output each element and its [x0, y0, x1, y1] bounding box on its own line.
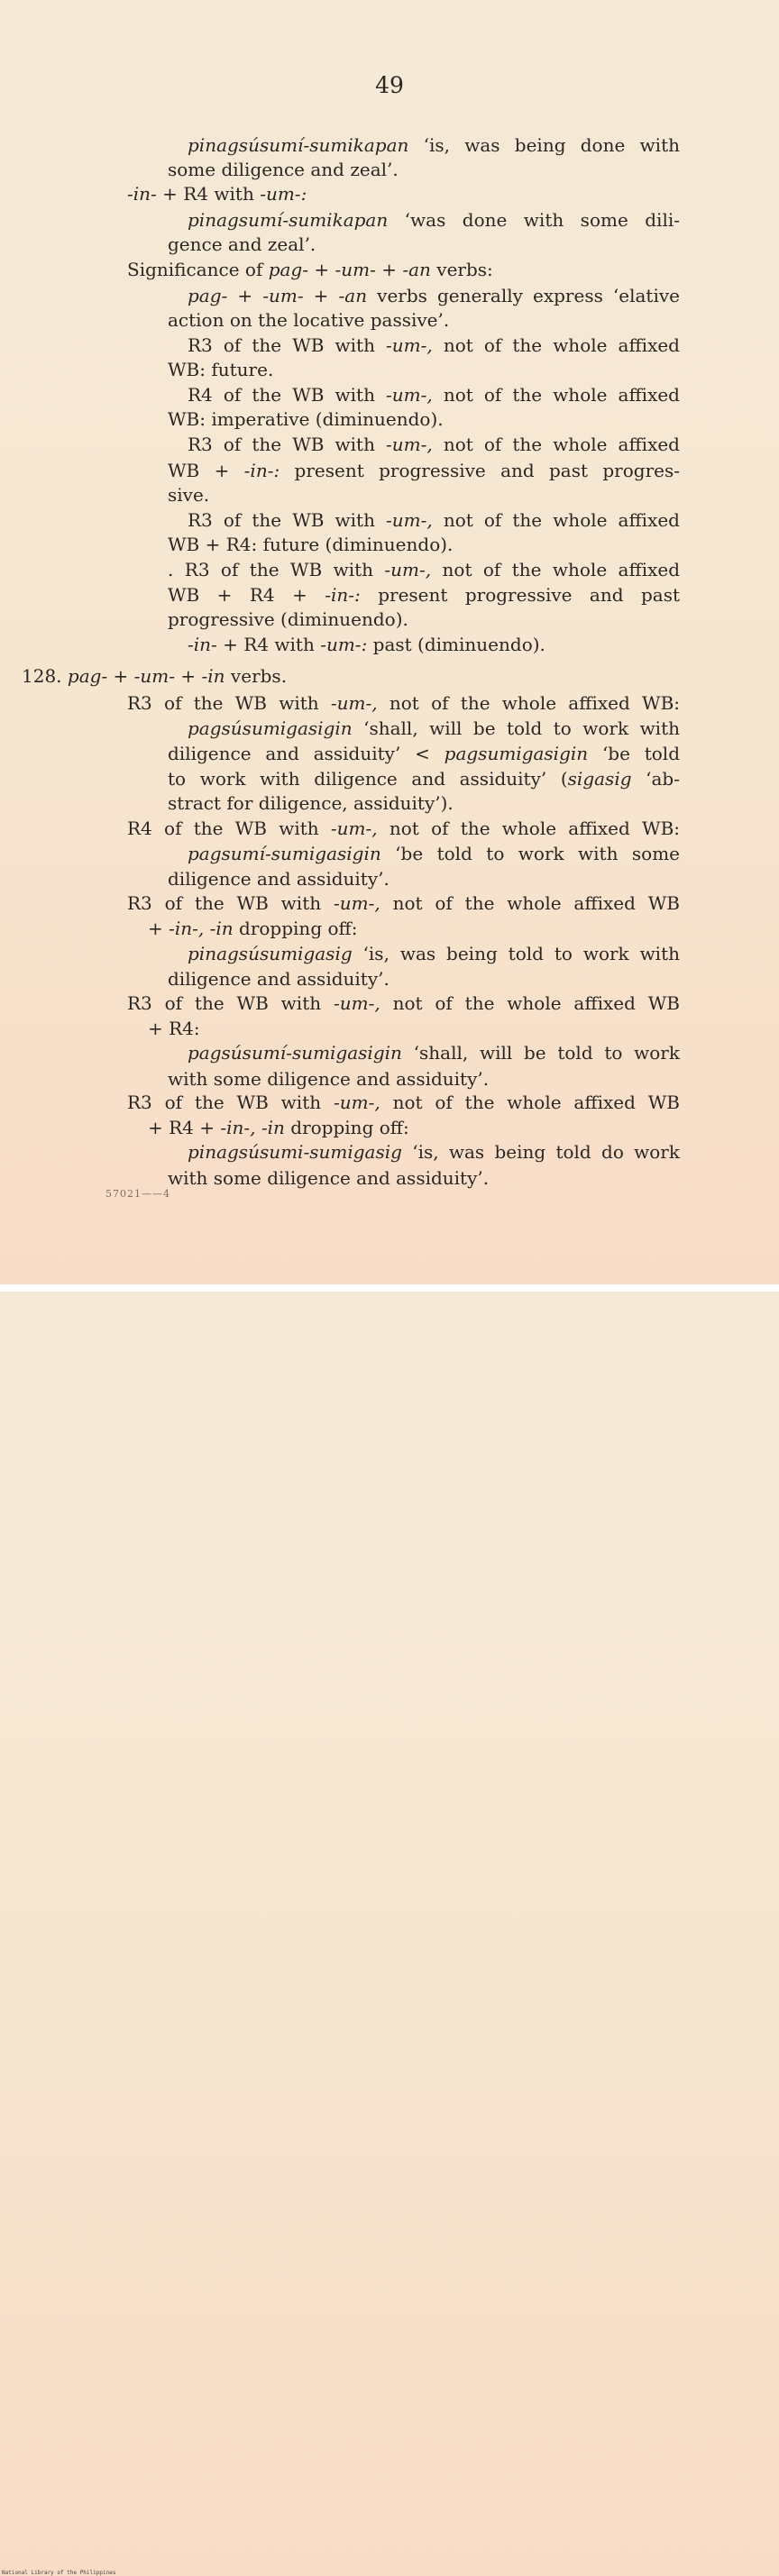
text-run: diligence and assiduity’. [168, 868, 390, 890]
text-run: + [175, 665, 202, 687]
text-run: R3 of the WB with [188, 509, 387, 531]
italic-term: -um-, [333, 892, 380, 914]
text-line [168, 607, 408, 631]
text-run: ‘be told to work with some [380, 843, 680, 864]
text-run: progressive (diminuendo). [168, 608, 408, 630]
italic-term: -um-, [333, 992, 380, 1014]
text-run: R3 of the WB with [188, 334, 387, 356]
italic-term: -um-, [386, 334, 433, 356]
text-line [188, 333, 680, 357]
italic-term: -um- [262, 285, 304, 306]
text-run: ‘shall, will be told to work [401, 1042, 680, 1064]
text-line [127, 691, 680, 715]
italic-term: -um-, [333, 1092, 380, 1113]
text-run: R3 of the WB with [127, 892, 334, 914]
credit-bar [0, 1284, 779, 2576]
italic-term: -um-, [386, 434, 433, 455]
italic-term: sigasig [567, 768, 632, 790]
text-run: diligence and assiduity’ < [168, 743, 444, 764]
text-line [168, 308, 449, 332]
text-run: with some diligence and assiduity’. [168, 1167, 490, 1189]
text-line [168, 1166, 489, 1190]
text-run: ‘shall, will be told to work with [352, 717, 680, 739]
italic-term: pagsumí-sumigasigin [188, 843, 381, 864]
text-run: to work with diligence and assiduity’ ( [168, 768, 568, 790]
text-run: ‘is, was being done with [408, 134, 680, 156]
italic-term: -um- [335, 259, 376, 280]
italic-term: pinagsúsumi-sumigasig [188, 1141, 402, 1163]
italic-term: -um-: [320, 634, 368, 655]
text-run: WB + R4 + [168, 584, 325, 606]
italic-term: pinagsúsumí-sumikapan [188, 134, 409, 156]
text-line [168, 742, 680, 765]
text-run: + R4 + [148, 1117, 221, 1138]
text-line [188, 842, 680, 865]
text-run: not of the whole affixed WB [380, 1092, 680, 1113]
text-run: stract for diligence, assiduity’). [168, 792, 454, 814]
text-run: Significance of [127, 259, 269, 280]
book-page [0, 0, 779, 1284]
text-run: not of the whole affixed WB: [377, 818, 680, 839]
text-run: + [227, 285, 263, 306]
italic-term: pagsúsumigasigin [188, 717, 353, 739]
text-run: with some diligence and assiduity’. [168, 1068, 490, 1090]
text-line [148, 1116, 409, 1139]
text-line [168, 583, 680, 607]
text-run: + [148, 918, 170, 939]
text-run: dropping off: [284, 1117, 409, 1138]
signature-mark: 57021——4 [105, 1188, 170, 1200]
text-run: + [375, 259, 403, 280]
text-run: + [107, 665, 134, 687]
text-run: present progressive and past [360, 584, 680, 606]
italic-term: -um-, [330, 692, 378, 714]
text-line [168, 1067, 489, 1091]
text-line [188, 133, 680, 157]
text-run: action on the locative passive’. [168, 309, 450, 331]
text-run: R3 of the WB with [127, 692, 331, 714]
text-line [168, 483, 209, 507]
text-run: R3 of the WB with [127, 1092, 334, 1113]
text-run: 128. [22, 665, 68, 687]
text-line [127, 991, 680, 1015]
italic-term: -in-: [243, 460, 280, 481]
italic-term: -in- [188, 634, 217, 655]
text-run: WB + R4: future (diminuendo). [168, 534, 454, 555]
text-run: verbs generally express ‘elative [367, 285, 680, 306]
italic-term: -an [338, 285, 368, 306]
text-run: + [303, 285, 339, 306]
text-line [168, 767, 680, 790]
italic-term: pag- [67, 665, 108, 687]
text-line [22, 664, 287, 688]
text-run: verbs. [225, 665, 288, 687]
text-line [168, 158, 399, 181]
italic-term: pinagsúsumigasig [188, 943, 353, 964]
text-run: ‘is, was being told do work [401, 1141, 680, 1163]
text-line [168, 867, 390, 891]
italic-term: -in- [127, 183, 157, 205]
text-run: ‘ab- [631, 768, 680, 790]
text-run: verbs: [430, 259, 493, 280]
text-run: R4 of the WB with [188, 384, 387, 406]
text-run: WB: future. [168, 359, 274, 380]
text-line [168, 967, 390, 991]
text-run: not of the whole affixed WB [380, 992, 680, 1014]
text-run: not of the whole affixed WB [380, 892, 680, 914]
library-credit: National Library of the Philippines [2, 2570, 116, 2576]
text-run: + R4 with [216, 634, 321, 655]
text-line [188, 383, 680, 406]
italic-term: -um-, [330, 818, 378, 839]
text-line [168, 233, 316, 256]
italic-term: pag- [188, 285, 228, 306]
text-run: not of the whole affixed [432, 509, 680, 531]
text-run: ‘was done with some dili- [388, 209, 680, 231]
text-line [188, 942, 680, 965]
italic-term: -um-, [384, 559, 432, 580]
italic-term: -in-: [325, 584, 361, 606]
text-run: not of the whole affixed [431, 559, 681, 580]
text-line [168, 791, 454, 815]
text-run: . R3 of the WB with [168, 559, 385, 580]
italic-term: -um-, [386, 384, 433, 406]
text-run: + R4 with [156, 183, 261, 205]
italic-term: -an [402, 259, 431, 280]
text-run: dropping off: [233, 918, 358, 939]
italic-term: pag- [268, 259, 309, 280]
text-line [188, 433, 680, 456]
text-run: not of the whole affixed WB: [377, 692, 680, 714]
text-run: R4 of the WB with [127, 818, 331, 839]
text-run: ‘be told [588, 743, 680, 764]
italic-term: -um- [133, 665, 176, 687]
text-line [188, 1140, 680, 1164]
text-line [148, 1017, 200, 1040]
text-line [188, 208, 680, 232]
text-line [188, 284, 680, 307]
text-line [168, 407, 444, 431]
italic-term: pinagsumí-sumikapan [188, 209, 389, 231]
text-run: R3 of the WB with [127, 992, 334, 1014]
text-run: some diligence and zeal’. [168, 159, 399, 180]
text-run: sive. [168, 484, 210, 506]
text-line [168, 459, 680, 482]
text-line [188, 717, 680, 740]
italic-term: pagsumigasigin [444, 743, 589, 764]
text-line [127, 258, 493, 281]
text-run: + [308, 259, 335, 280]
text-run: not of the whole affixed [432, 334, 680, 356]
text-line [127, 817, 680, 840]
text-line [127, 891, 680, 915]
text-run: gence and zeal’. [168, 233, 316, 255]
text-line [188, 633, 545, 656]
italic-term: -um-: [260, 183, 307, 205]
text-line [168, 533, 453, 556]
text-run: not of the whole affixed [432, 384, 680, 406]
text-run: past (diminuendo). [367, 634, 545, 655]
text-run: WB: imperative (diminuendo). [168, 408, 444, 430]
text-run: diligence and assiduity’. [168, 968, 390, 990]
text-run: R3 of the WB with [188, 434, 387, 455]
text-line [188, 508, 680, 532]
text-run: WB + [168, 460, 244, 481]
text-run: present progressive and past progres- [280, 460, 680, 481]
text-line [168, 358, 273, 381]
italic-term: -in-, -in [220, 1117, 285, 1138]
italic-term: -um-, [386, 509, 433, 531]
text-line [188, 1041, 680, 1064]
italic-term: pagsúsumí-sumigasigin [188, 1042, 402, 1064]
page-number: 49 [375, 72, 404, 98]
text-run: + R4: [148, 1018, 200, 1039]
text-line [168, 558, 680, 581]
text-line [148, 917, 357, 940]
text-run: not of the whole affixed [432, 434, 680, 455]
text-line [127, 1091, 680, 1114]
italic-term: -in-, -in [169, 918, 234, 939]
text-run: ‘is, was being told to work with [352, 943, 680, 964]
text-line [127, 182, 307, 206]
italic-term: -in [201, 665, 225, 687]
